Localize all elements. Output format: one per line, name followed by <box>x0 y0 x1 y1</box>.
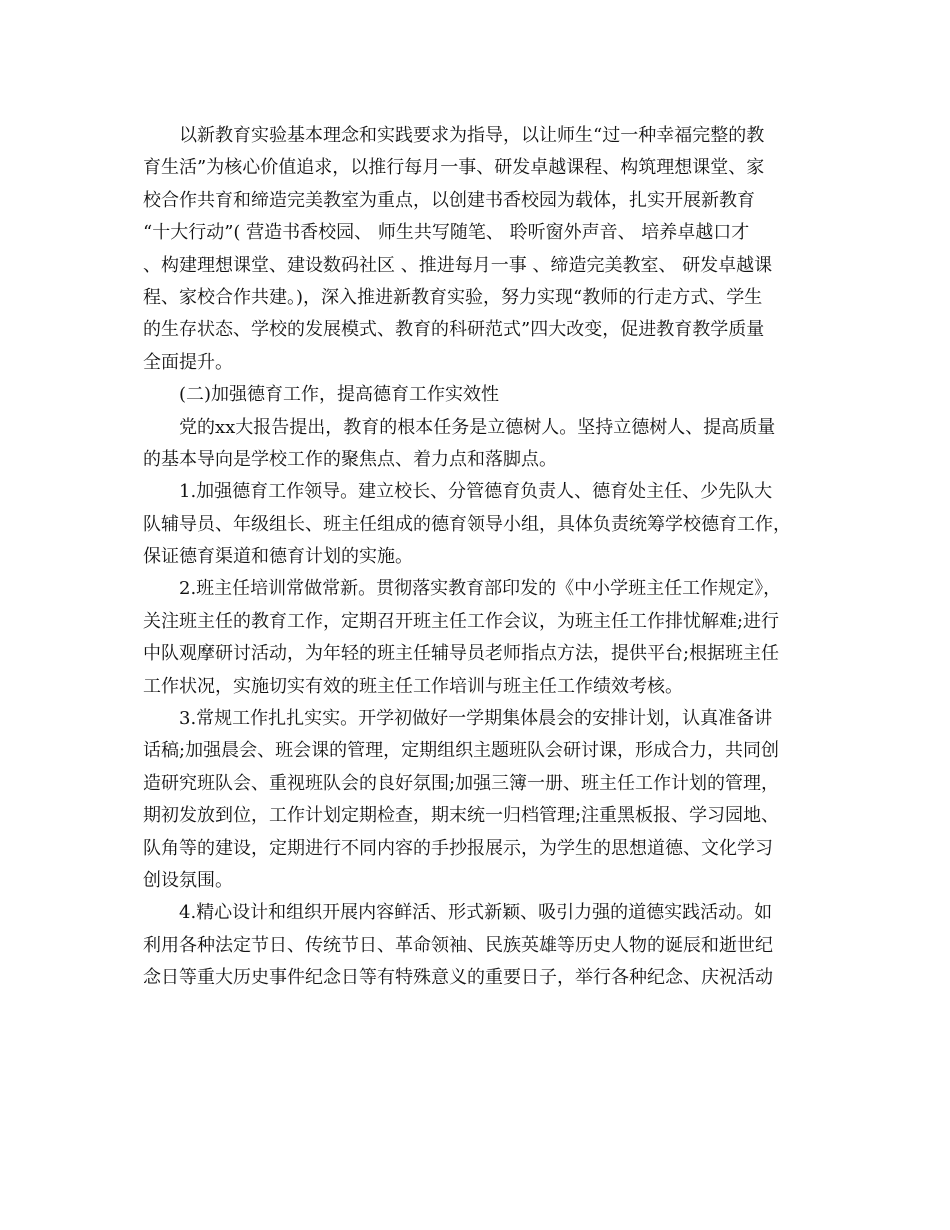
text-line: 念日等重大历史事件纪念日等有特殊意义的重要日子，举行各种纪念、庆祝活动 <box>143 967 773 989</box>
text-line: 利用各种法定节日、传统节日、革命领袖、民族英雄等历史人物的诞辰和逝世纪 <box>143 934 773 956</box>
text-line: 3.常规工作扎扎实实。开学初做好一学期集体晨会的安排计划，认真准备讲 <box>179 708 773 730</box>
text-line: 期初发放到位，工作计划定期检查，期末统一归档管理;注重黑板报、学习园地、 <box>143 805 780 827</box>
text-line: 2.班主任培训常做常新。贯彻落实教育部印发的《中小学班主任工作规定》， <box>179 578 782 600</box>
text-line: 党的xx大报告提出，教育的根本任务是立德树人。坚持立德树人、提高质量 <box>179 416 776 438</box>
text-line: “十大行动”( 营造书香校园、 师生共写随笔、 聆听窗外声音、 培养卓越口才 <box>143 222 750 244</box>
text-line: 以新教育实验基本理念和实践要求为指导，以让师生“过一种幸福完整的教 <box>179 125 765 146</box>
text-line: 育生活”为核心价值追求，以推行每月一事、研发卓越课程、构筑理想课堂、家 <box>143 157 765 179</box>
text-line: 的生存状态、学校的发展模式、教育的科研范式”四大改变，促进教育教学质量 <box>143 319 765 341</box>
text-line: 关注班主任的教育工作，定期召开班主任工作会议，为班主任工作排忧解难;进行 <box>143 610 780 632</box>
text-line: 程、家校合作共建。)，深入推进新教育实验，努力实现“教师的行走方式、学生 <box>143 286 763 308</box>
text-line: 队角等的建设，定期进行不同内容的手抄报展示，为学生的思想道德、文化学习 <box>143 837 773 859</box>
text-line: 保证德育渠道和德育计划的实施。 <box>143 546 413 568</box>
text-line: 4.精心设计和组织开展内容鲜活、形式新颖、吸引力强的道德实践活动。如 <box>179 902 773 924</box>
text-line: 校合作共育和缔造完美教室为重点，以创建书香校园为载体，扎实开展新教育 <box>143 189 755 211</box>
text-line: (二)加强德育工作，提高德育工作实效性 <box>179 384 500 406</box>
text-line: 的基本导向是学校工作的聚焦点、着力点和落脚点。 <box>143 448 557 470</box>
text-line: 中队观摩研讨活动，为年轻的班主任辅导员老师指点方法，提供平台;根据班主任 <box>143 643 780 665</box>
document-body <box>143 120 808 995</box>
text-line: 工作状况，实施切实有效的班主任工作培训与班主任工作绩效考核。 <box>143 675 683 697</box>
text-line: 话稿;加强晨会、班会课的管理，定期组织主题班队会研讨课，形成合力，共同创 <box>143 740 780 762</box>
text-line: 造研究班队会、重视班队会的良好氛围;加强三簿一册、班主任工作计划的管理， <box>143 772 780 794</box>
text-line: 全面提升。 <box>143 351 233 373</box>
text-line: 队辅导员、年级组长、班主任组成的德育领导小组，具体负责统筹学校德育工作， <box>143 513 791 535</box>
text-line: 、构建理想课堂、建设数码社区 、推进每月一事 、缔造完美教室、 研发卓越课 <box>143 254 773 276</box>
text-line: 创设氛围。 <box>143 869 233 891</box>
text-line: 1.加强德育工作领导。建立校长、分管德育负责人、德育处主任、少先队大 <box>179 481 773 503</box>
